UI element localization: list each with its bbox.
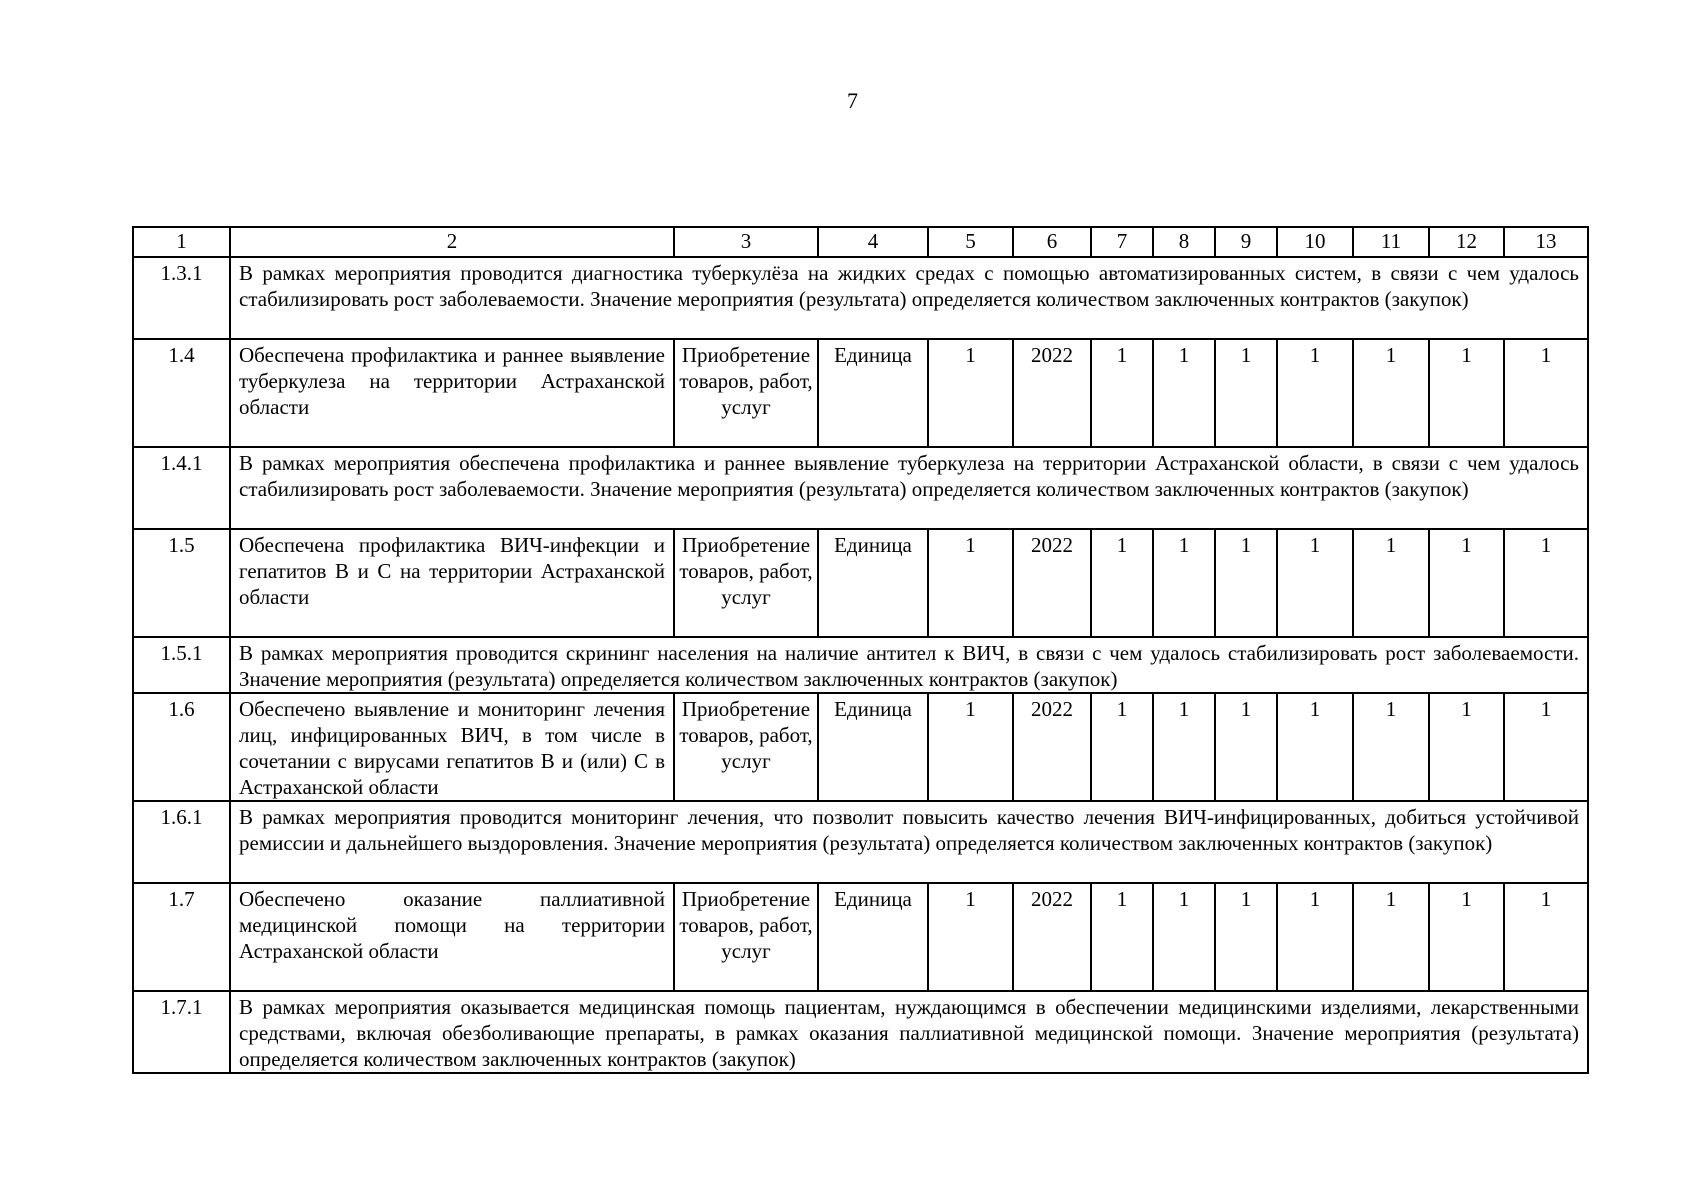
row-description: В рамках мероприятия обеспечена профилактика и раннее выявление туберкулеза на территории Астраханской области, в связи с чем удалось стабилизировать рост заболеваемости. Значение мероприятия (результата) определяется количеством заключенных контрактов (закупок) bbox=[230, 447, 1588, 529]
cell-col9: 1 bbox=[1215, 693, 1277, 801]
column-header: 6 bbox=[1013, 227, 1091, 257]
measure-unit: Единица bbox=[818, 693, 928, 801]
row-id: 1.4.1 bbox=[133, 447, 230, 529]
column-header: 13 bbox=[1504, 227, 1588, 257]
cell-col8: 1 bbox=[1153, 883, 1215, 991]
measure-name: Обеспечена профилактика и раннее выявление туберкулеза на территории Астраханской области bbox=[230, 339, 674, 447]
table-row-measure bbox=[133, 339, 1588, 447]
cell-col9: 1 bbox=[1215, 339, 1277, 447]
cell-col7: 1 bbox=[1091, 693, 1153, 801]
column-header: 1 bbox=[133, 227, 230, 257]
cell-col11: 1 bbox=[1353, 339, 1429, 447]
cell-col11: 1 bbox=[1353, 529, 1429, 637]
measure-type: Приобретение товаров, работ, услуг bbox=[674, 883, 818, 991]
cell-col6: 2022 bbox=[1013, 883, 1091, 991]
table-row-note bbox=[133, 991, 1588, 1073]
cell-col13: 1 bbox=[1504, 529, 1588, 637]
cell-col12: 1 bbox=[1429, 693, 1504, 801]
cell-col13: 1 bbox=[1504, 883, 1588, 991]
table-row-note bbox=[133, 637, 1588, 693]
column-header: 2 bbox=[230, 227, 674, 257]
cell-col12: 1 bbox=[1429, 339, 1504, 447]
column-header: 3 bbox=[674, 227, 818, 257]
column-header: 10 bbox=[1277, 227, 1353, 257]
cell-col10: 1 bbox=[1277, 883, 1353, 991]
row-id: 1.7.1 bbox=[133, 991, 230, 1073]
row-description: В рамках мероприятия оказывается медицинская помощь пациентам, нуждающимся в обеспечении медицинскими изделиями, лекарственными средствами, включая обезболивающие препараты, в рамках оказания паллиативной медицинской помощи. Значение мероприятия (результата) определяется количеством заключенных контрактов (закупок) bbox=[230, 991, 1588, 1073]
cell-col5: 1 bbox=[928, 339, 1013, 447]
row-id: 1.4 bbox=[133, 339, 230, 447]
cell-col12: 1 bbox=[1429, 883, 1504, 991]
cell-col6: 2022 bbox=[1013, 693, 1091, 801]
cell-col7: 1 bbox=[1091, 883, 1153, 991]
cell-col5: 1 bbox=[928, 883, 1013, 991]
cell-col8: 1 bbox=[1153, 529, 1215, 637]
measures-table bbox=[132, 226, 1589, 1074]
measure-unit: Единица bbox=[818, 529, 928, 637]
cell-col13: 1 bbox=[1504, 339, 1588, 447]
table-row-note bbox=[133, 801, 1588, 883]
measure-unit: Единица bbox=[818, 339, 928, 447]
table-row-measure bbox=[133, 529, 1588, 637]
table-row-note bbox=[133, 447, 1588, 529]
cell-col10: 1 bbox=[1277, 529, 1353, 637]
measure-name: Обеспечено оказание паллиативной медицинской помощи на территории Астраханской области bbox=[230, 883, 674, 991]
table-header-row bbox=[133, 227, 1588, 257]
row-description: В рамках мероприятия проводится скрининг населения на наличие антител к ВИЧ, в связи с чем удалось стабилизировать рост заболеваемости. Значение мероприятия (результата) определяется количеством заключенных контрактов (закупок) bbox=[230, 637, 1588, 693]
cell-col7: 1 bbox=[1091, 529, 1153, 637]
cell-col11: 1 bbox=[1353, 883, 1429, 991]
row-id: 1.6.1 bbox=[133, 801, 230, 883]
column-header: 12 bbox=[1429, 227, 1504, 257]
cell-col9: 1 bbox=[1215, 529, 1277, 637]
cell-col13: 1 bbox=[1504, 693, 1588, 801]
row-id: 1.5 bbox=[133, 529, 230, 637]
column-header: 7 bbox=[1091, 227, 1153, 257]
cell-col10: 1 bbox=[1277, 693, 1353, 801]
page-number: 7 bbox=[847, 88, 858, 113]
measure-name: Обеспечено выявление и мониторинг лечения лиц, инфицированных ВИЧ, в том числе в сочетании с вирусами гепатитов В и (или) С в Астраханской области bbox=[230, 693, 674, 801]
column-header: 8 bbox=[1153, 227, 1215, 257]
table-row-measure bbox=[133, 693, 1588, 801]
cell-col7: 1 bbox=[1091, 339, 1153, 447]
row-description: В рамках мероприятия проводится мониторинг лечения, что позволит повысить качество лечения ВИЧ-инфицированных, добиться устойчивой ремиссии и дальнейшего выздоровления. Значение мероприятия (результата) определяется количеством заключенных контрактов (закупок) bbox=[230, 801, 1588, 883]
measure-name: Обеспечена профилактика ВИЧ-инфекции и гепатитов В и С на территории Астраханской области bbox=[230, 529, 674, 637]
row-description: В рамках мероприятия проводится диагностика туберкулёза на жидких средах с помощью автоматизированных систем, в связи с чем удалось стабилизировать рост заболеваемости. Значение мероприятия (результата) определяется количеством заключенных контрактов (закупок) bbox=[230, 257, 1588, 339]
measure-type: Приобретение товаров, работ, услуг bbox=[674, 339, 818, 447]
measure-unit: Единица bbox=[818, 883, 928, 991]
column-header: 9 bbox=[1215, 227, 1277, 257]
column-header: 4 bbox=[818, 227, 928, 257]
cell-col6: 2022 bbox=[1013, 339, 1091, 447]
row-id: 1.7 bbox=[133, 883, 230, 991]
cell-col5: 1 bbox=[928, 529, 1013, 637]
table-row-measure bbox=[133, 883, 1588, 991]
column-header: 5 bbox=[928, 227, 1013, 257]
column-header: 11 bbox=[1353, 227, 1429, 257]
measure-type: Приобретение товаров, работ, услуг bbox=[674, 693, 818, 801]
cell-col11: 1 bbox=[1353, 693, 1429, 801]
row-id: 1.5.1 bbox=[133, 637, 230, 693]
measure-type: Приобретение товаров, работ, услуг bbox=[674, 529, 818, 637]
cell-col12: 1 bbox=[1429, 529, 1504, 637]
cell-col10: 1 bbox=[1277, 339, 1353, 447]
row-id: 1.6 bbox=[133, 693, 230, 801]
row-id: 1.3.1 bbox=[133, 257, 230, 339]
cell-col9: 1 bbox=[1215, 883, 1277, 991]
cell-col8: 1 bbox=[1153, 339, 1215, 447]
cell-col5: 1 bbox=[928, 693, 1013, 801]
table-row-note bbox=[133, 257, 1588, 339]
cell-col6: 2022 bbox=[1013, 529, 1091, 637]
cell-col8: 1 bbox=[1153, 693, 1215, 801]
